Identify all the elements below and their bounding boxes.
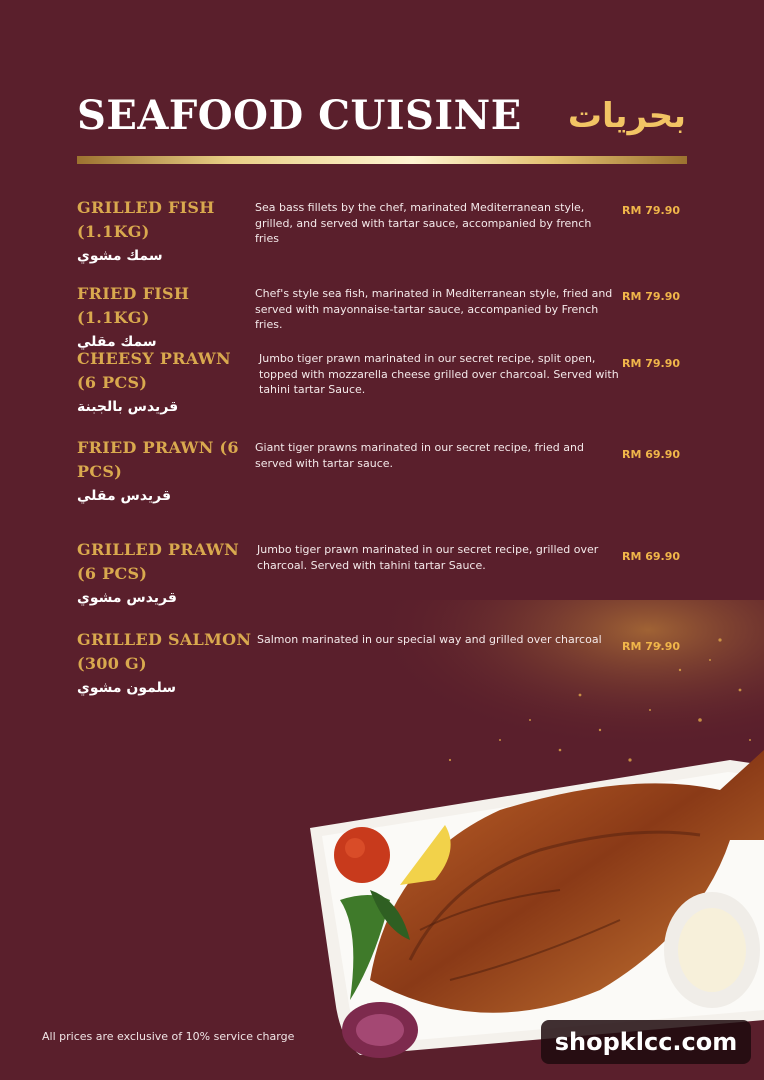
item-description: Giant tiger prawns marinated in our secret recipe, fried and served with tartar sauce. [255, 441, 584, 470]
item-name-arabic: سمك مقلي [77, 334, 157, 350]
item-name-arabic: قريدس مقلي [77, 488, 172, 504]
item-name: GRILLED PRAWN (6 PCS) قريدس مشوي [77, 538, 247, 608]
item-price: RM 79.90 [622, 204, 681, 217]
item-description: Jumbo tiger prawn marinated in our secret recipe, grilled over charcoal. Served with tahini tartar Sauce. [257, 543, 599, 572]
item-name-arabic: قريدس بالجبنة [77, 399, 179, 415]
item-description: Sea bass fillets by the chef, marinated Mediterranean style, grilled, and served with tartar sauce, accompanied by french fries [255, 201, 592, 245]
item-price: RM 79.90 [622, 290, 681, 303]
gold-divider [77, 156, 687, 164]
item-description: Chef's style sea fish, marinated in Mediterranean style, fried and served with mayonnaise-tartar sauce, accompanied by French fries. [255, 287, 613, 331]
service-charge-note: All prices are exclusive of 10% service charge [42, 1030, 295, 1043]
item-name-arabic: قريدس مشوي [77, 590, 177, 606]
item-description: Salmon marinated in our special way and grilled over charcoal [257, 633, 602, 646]
item-name: GRILLED FISH (1.1KG) سمك مشوي [77, 196, 247, 266]
item-name: GRILLED SALMON (300 G) سلمون مشوي [77, 630, 252, 696]
item-name: CHEESY PRAWN (6 PCS) قريدس بالجبنة [77, 347, 247, 417]
item-price: RM 69.90 [622, 550, 681, 563]
item-price: RM 79.90 [622, 357, 681, 370]
item-name-arabic: سمك مشوي [77, 248, 163, 264]
item-name-arabic: سلمون مشوي [77, 680, 176, 696]
page-title-arabic: بحريات [567, 96, 686, 136]
item-description: Jumbo tiger prawn marinated in our secret recipe, split open, topped with mozzarella cheese grilled over charcoal. Served with tahini tartar Sauce. [259, 352, 619, 396]
page-title: SEAFOOD CUISINE [77, 92, 522, 139]
item-price: RM 69.90 [622, 448, 681, 461]
grilled-fish-photo [300, 600, 764, 1080]
item-name: FRIED PRAWN (6 PCS) قريدس مقلي [77, 436, 247, 506]
item-price: RM 79.90 [622, 640, 681, 653]
item-name: FRIED FISH (1.1KG) سمك مقلي [77, 282, 252, 352]
watermark: shopklcc.com [541, 1020, 751, 1064]
